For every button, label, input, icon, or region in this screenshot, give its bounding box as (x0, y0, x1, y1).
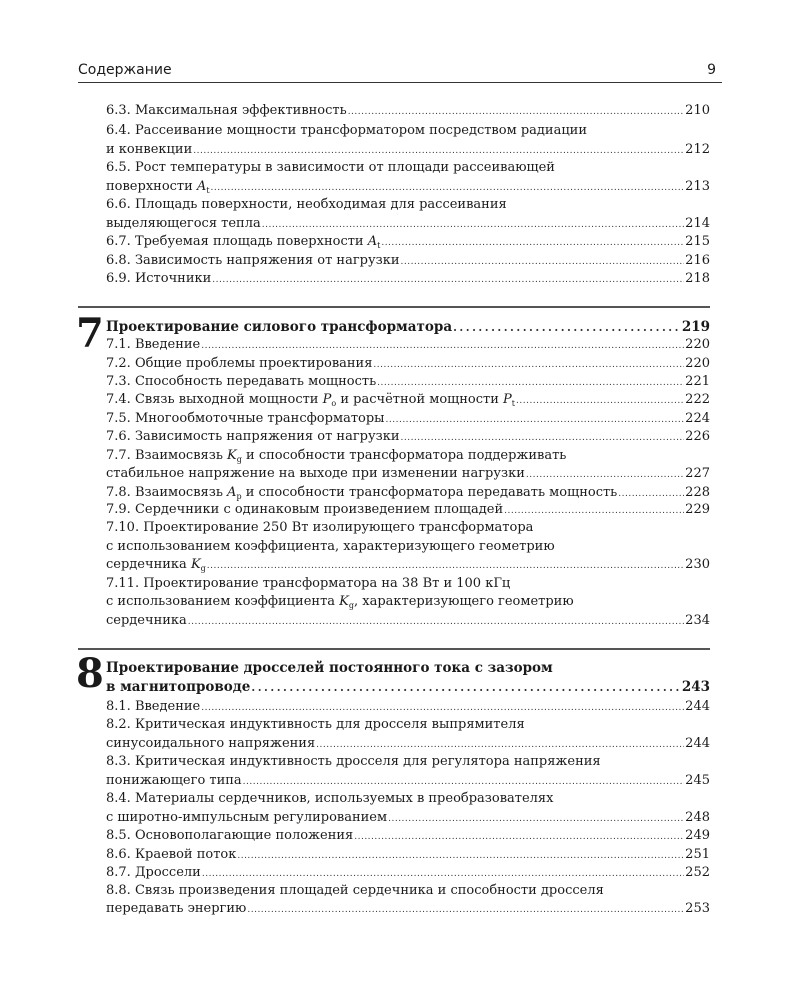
toc-entry-text (106, 752, 601, 772)
toc-entry[interactable] (106, 752, 710, 772)
page-number: 253 (685, 901, 710, 916)
math-symbol: K (339, 594, 349, 609)
entry-label: 8.3. Критическая индуктивность дросселя для регулятора напряжения (106, 754, 601, 769)
entry-label: 6.8. Зависимость напряжения от нагрузки (106, 253, 400, 268)
dot-leader (202, 863, 684, 883)
toc-entry-text (106, 789, 553, 809)
toc-entry-text (106, 251, 399, 271)
dot-leader (348, 101, 684, 121)
toc-entry[interactable] (106, 845, 710, 865)
toc-entry[interactable] (106, 789, 710, 809)
toc-entry-text (106, 269, 211, 289)
page-number: 230 (685, 557, 710, 572)
toc-entry[interactable] (106, 611, 710, 631)
dot-leader (211, 177, 685, 197)
math-symbol: K (190, 557, 201, 572)
page-number: 226 (685, 429, 710, 444)
chapter-heading[interactable] (106, 677, 710, 697)
toc-entry-text (106, 409, 385, 429)
math-symbol: K (227, 448, 237, 463)
toc-entry[interactable] (106, 715, 710, 735)
entry-label: 7.3. Способность передавать мощность (106, 374, 377, 389)
entry-label: сердечника (106, 557, 191, 572)
toc-entry-text (106, 574, 510, 594)
toc-entry-text (106, 518, 533, 538)
toc-entry-text (106, 734, 315, 754)
toc-entry[interactable] (106, 826, 710, 846)
dot-leader (243, 771, 685, 791)
entry-label: передавать энергию (106, 901, 247, 916)
toc-entry[interactable] (106, 446, 710, 466)
page-number: 248 (685, 810, 710, 825)
math-symbol: A (196, 179, 207, 194)
entry-label: и расчётной мощности (336, 392, 504, 407)
toc-entry-text (106, 697, 200, 717)
dot-leader (354, 826, 684, 846)
toc-entry-text (106, 611, 187, 631)
page-number: 221 (685, 374, 710, 389)
dot-leader (207, 555, 684, 575)
header-page-number: 9 (707, 62, 716, 78)
entry-label: 6.3. Максимальная эффективность (106, 103, 347, 118)
math-subscript: g (236, 455, 242, 464)
entry-label: 8.7. Дроссели (106, 865, 201, 880)
entry-label: 8.8. Связь произведения площадей сердечника и способности дросселя (106, 883, 604, 898)
toc-entry[interactable] (106, 555, 710, 575)
toc-entry-text (106, 372, 376, 392)
header-title: Содержание (78, 62, 172, 78)
dot-leader (262, 214, 684, 234)
entry-label: сердечника (106, 613, 187, 628)
math-symbol: A (227, 485, 237, 500)
entry-label: 7.2. Общие проблемы проектирования (106, 356, 373, 371)
chapter-divider (78, 648, 710, 650)
toc-entry[interactable] (106, 269, 710, 289)
dot-leader (516, 390, 684, 410)
page-number: 251 (685, 847, 710, 862)
chapter-heading[interactable] (106, 317, 710, 337)
toc-entry-text (106, 771, 242, 791)
entry-label: синусоидального напряжения (106, 736, 316, 751)
entry-label: с использованием коэффициента, характеризующего геометрию (106, 539, 555, 554)
page-number: 243 (681, 679, 710, 695)
dot-leader (188, 611, 684, 631)
toc-entry[interactable] (106, 335, 710, 355)
toc-entry[interactable] (106, 537, 710, 557)
dot-leader (373, 354, 684, 374)
toc-entry-text (106, 427, 399, 447)
toc-entry-text (106, 899, 246, 919)
dot-leader (504, 500, 684, 520)
page-number: 212 (685, 142, 710, 157)
toc-entry[interactable] (106, 808, 710, 828)
entry-label: поверхности (106, 179, 197, 194)
dot-leader (251, 677, 680, 697)
toc-entry[interactable] (106, 899, 710, 919)
dot-leader (526, 464, 684, 484)
entry-label: и конвекции (106, 142, 193, 157)
toc-entry[interactable] (106, 518, 710, 538)
toc-entry[interactable] (106, 390, 710, 410)
page-number: 216 (685, 253, 710, 268)
math-subscript: g (200, 564, 206, 573)
toc-entry-text (106, 335, 200, 355)
math-symbol: P (503, 392, 512, 407)
toc-entry[interactable] (106, 592, 710, 612)
toc-entry[interactable] (106, 427, 710, 447)
dot-leader (316, 734, 684, 754)
toc-entry[interactable] (106, 101, 710, 121)
page-number: 244 (685, 736, 710, 751)
toc-entry-text (106, 500, 503, 520)
toc-entry[interactable] (106, 771, 710, 791)
toc-entry-text (106, 195, 507, 215)
dot-leader (388, 808, 684, 828)
entry-label: 7.11. Проектирование трансформатора на 38 Вт и 100 кГц (106, 576, 511, 591)
entry-label: понижающего типа (106, 773, 242, 788)
toc-entry-text (106, 863, 201, 883)
dot-leader (381, 232, 684, 252)
entry-label: 7.7. Взаимосвязь (106, 448, 228, 463)
entry-label: стабильное напряжение на выходе при изменении нагрузки (106, 466, 525, 481)
page-number: 249 (685, 828, 710, 843)
toc-entry-text (106, 214, 261, 234)
dot-leader (400, 427, 684, 447)
page-number: 210 (685, 103, 710, 118)
page-number: 234 (685, 613, 710, 628)
entry-label: Проектирование дросселей постоянного тока с зазором (106, 660, 553, 676)
entry-label: 6.6. Площадь поверхности, необходимая для рассеивания (106, 197, 507, 212)
entry-label: выделяющегося тепла (106, 216, 261, 231)
entry-label: , характеризующего геометрию (354, 594, 574, 609)
dot-leader (212, 269, 684, 289)
toc-entry-text (106, 537, 555, 557)
page-number: 214 (685, 216, 710, 231)
page-number: 244 (685, 699, 710, 714)
toc-entry-text (106, 826, 353, 846)
toc-entry[interactable] (106, 232, 710, 252)
entry-label: Проектирование силового трансформатора (106, 319, 453, 335)
toc-entry[interactable] (106, 140, 710, 160)
entry-label: 6.4. Рассеивание мощности трансформатором посредством радиации (106, 123, 588, 138)
toc-entry[interactable] (106, 863, 710, 883)
toc-entry-text (106, 140, 192, 160)
chapter-number: 8 (76, 650, 104, 697)
page-number: 220 (685, 356, 710, 371)
entry-label: 7.4. Связь выходной мощности (106, 392, 323, 407)
entry-label: с использованием коэффициента (106, 594, 340, 609)
dot-leader (193, 140, 684, 160)
entry-label: 7.5. Многообмоточные трансформаторы (106, 411, 385, 426)
toc-entry-text (106, 317, 452, 337)
page-number: 252 (685, 865, 710, 880)
math-symbol: P (322, 392, 332, 407)
dot-leader (247, 899, 684, 919)
math-subscript: t (206, 186, 210, 195)
math-subscript: t (511, 399, 515, 408)
entry-label: в магнитопроводе (106, 679, 251, 695)
entry-label: 8.2. Критическая индуктивность для дросселя выпрямителя (106, 717, 525, 732)
page-number: 220 (685, 337, 710, 352)
dot-leader (201, 335, 684, 355)
page-number: 229 (685, 502, 710, 517)
page-number: 213 (685, 179, 710, 194)
entry-label: и способности трансформатора передавать мощность (241, 485, 618, 500)
toc-entry-text (106, 881, 604, 901)
toc-entry-text (106, 158, 555, 178)
toc-entry[interactable] (106, 697, 710, 717)
toc-entry[interactable] (106, 372, 710, 392)
toc-entry-text (106, 658, 553, 678)
dot-leader (400, 251, 684, 271)
page-number: 228 (685, 485, 710, 500)
page-number: 219 (681, 319, 710, 335)
toc-entry[interactable] (106, 214, 710, 234)
entry-label: 7.8. Взаимосвязь (106, 485, 228, 500)
entry-label: 7.6. Зависимость напряжения от нагрузки (106, 429, 400, 444)
entry-label: 7.1. Введение (106, 337, 201, 352)
toc-entry-text (106, 354, 372, 374)
entry-label: 6.9. Источники (106, 271, 212, 286)
toc-entry[interactable] (106, 734, 710, 754)
page-number: 245 (685, 773, 710, 788)
page-number: 224 (685, 411, 710, 426)
dot-leader (237, 845, 684, 865)
toc-entry[interactable] (106, 500, 710, 520)
toc-entry[interactable] (106, 158, 710, 178)
math-subscript: g (348, 601, 354, 610)
dot-leader (201, 697, 684, 717)
toc-entry-text (106, 677, 250, 697)
entry-label: 6.5. Рост температуры в зависимости от площади рассеивающей (106, 160, 555, 175)
math-subscript: p (236, 492, 242, 501)
toc-entry-text (106, 845, 236, 865)
math-subscript: o (331, 399, 337, 408)
entry-label: 7.9. Сердечники с одинаковым произведением площадей (106, 502, 504, 517)
page-number: 222 (685, 392, 710, 407)
toc-entry[interactable] (106, 251, 710, 271)
entry-label: 6.7. Требуемая площадь поверхности (106, 234, 368, 249)
entry-label: 7.10. Проектирование 250 Вт изолирующего трансформатора (106, 520, 534, 535)
toc-entry[interactable] (106, 574, 710, 594)
toc-entry[interactable] (106, 354, 710, 374)
toc-entry[interactable] (106, 409, 710, 429)
toc-entry-text (106, 808, 387, 828)
toc-entry[interactable] (106, 121, 710, 141)
entry-label: 8.4. Материалы сердечников, используемых в преобразователях (106, 791, 554, 806)
dot-leader (377, 372, 684, 392)
running-header (78, 60, 722, 83)
dot-leader (453, 317, 681, 337)
toc-entry-text (106, 464, 525, 484)
chapter-heading[interactable] (106, 658, 710, 678)
page-number: 218 (685, 271, 710, 286)
chapter-divider (78, 306, 710, 308)
chapter-number: 7 (76, 310, 104, 357)
dot-leader (386, 409, 685, 429)
toc-entry[interactable] (106, 177, 710, 197)
entry-label: 8.6. Краевой поток (106, 847, 237, 862)
entry-label: 8.5. Основополагающие положения (106, 828, 354, 843)
page-number: 227 (685, 466, 710, 481)
toc-entry[interactable] (106, 464, 710, 484)
entry-label: с широтно-импульсным регулированием (106, 810, 388, 825)
math-subscript: t (377, 241, 381, 250)
toc-entry-text (106, 715, 525, 735)
math-symbol: A (367, 234, 378, 249)
entry-label: и способности трансформатора поддерживать (241, 448, 567, 463)
toc-entry-text (106, 121, 587, 141)
toc-entry-text (106, 101, 347, 121)
entry-label: 8.1. Введение (106, 699, 201, 714)
toc-entry[interactable] (106, 881, 710, 901)
page-number: 215 (685, 234, 710, 249)
toc-entry[interactable] (106, 195, 710, 215)
